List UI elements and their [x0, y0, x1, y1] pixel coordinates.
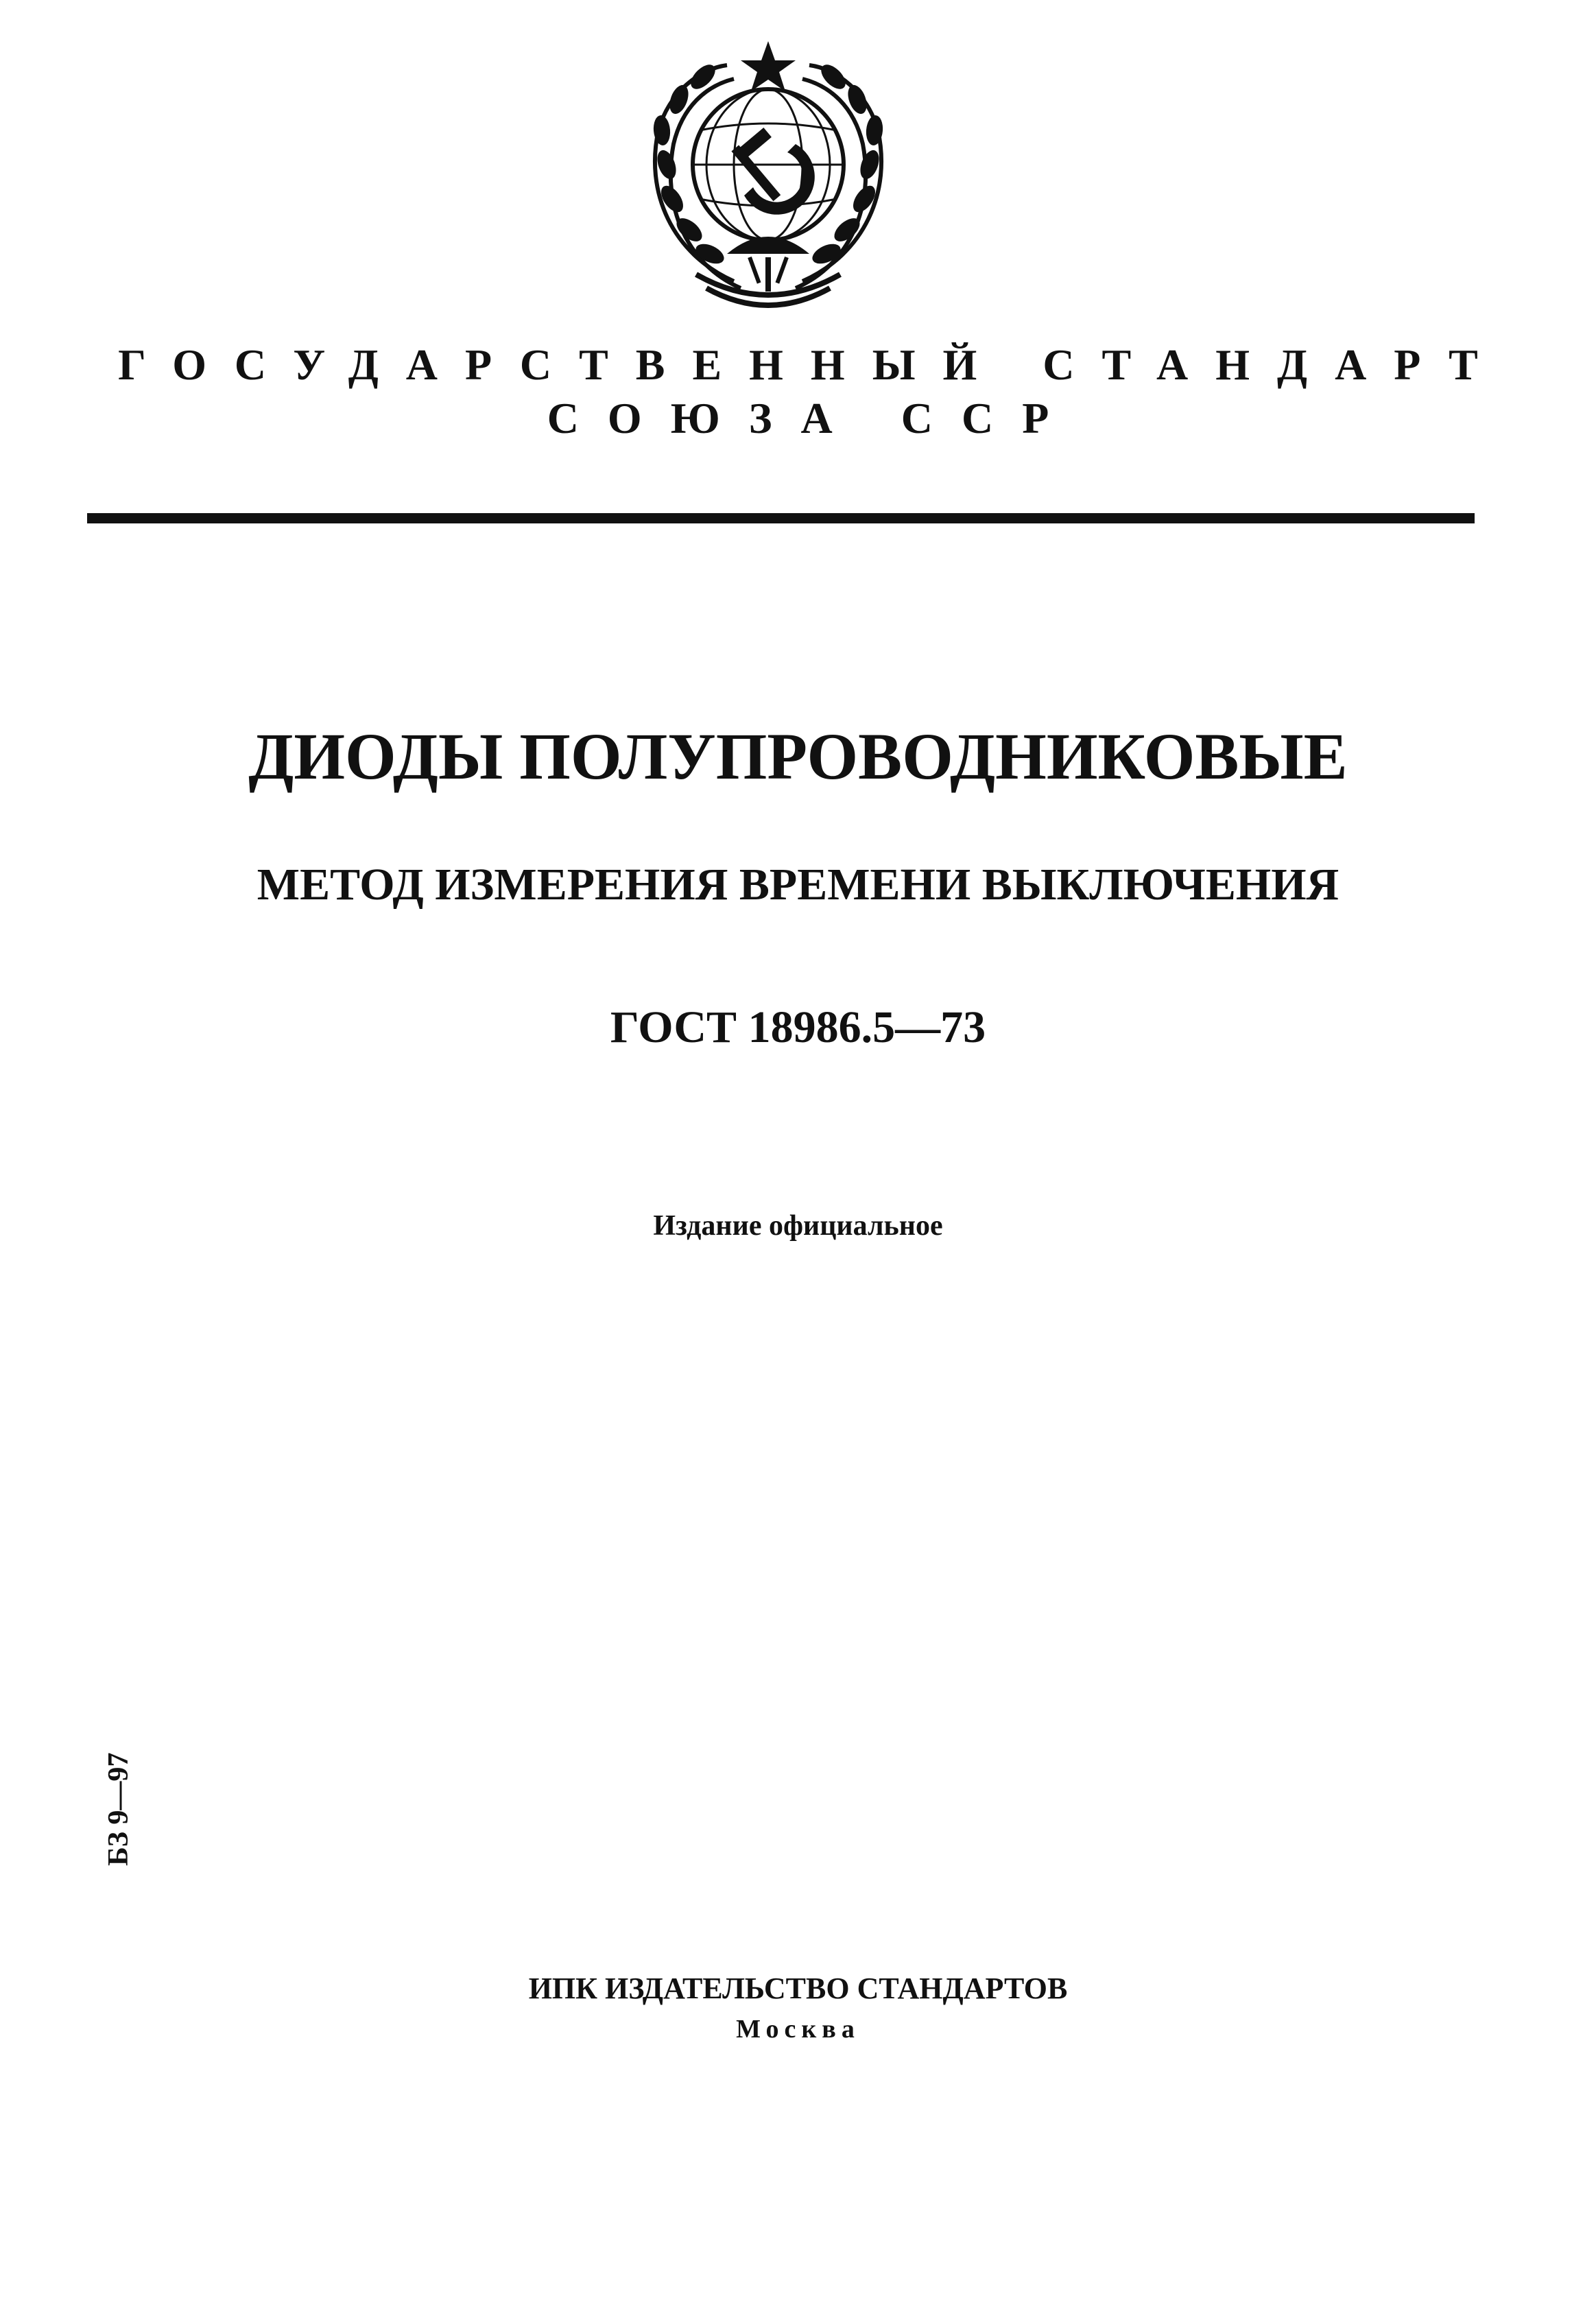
publisher-name: ИПК ИЗДАТЕЛЬСТВО СТАНДАРТОВ [528, 1972, 1068, 2005]
gost-number: ГОСТ 18986.5—73 [610, 1002, 986, 1052]
emblem-star [741, 41, 796, 91]
ussr-state-emblem-icon [631, 27, 905, 316]
edition-label: Издание официальное [653, 1210, 943, 1242]
publisher-city: Москва [736, 2015, 860, 2044]
side-code: БЗ 9—97 [103, 1752, 134, 1866]
document-subtitle: МЕТОД ИЗМЕРЕНИЯ ВРЕМЕНИ ВЫКЛЮЧЕНИЯ [257, 860, 1339, 910]
emblem-sun [727, 237, 809, 292]
header-rule [87, 513, 1475, 523]
document-title: ДИОДЫ ПОЛУПРОВОДНИКОВЫЕ [248, 720, 1348, 793]
header-title-line-1: ГОСУДАРСТВЕННЫЙ СТАНДАРТ [118, 340, 1505, 389]
header-title-line-2: СОЮЗА ССР [547, 394, 1078, 442]
